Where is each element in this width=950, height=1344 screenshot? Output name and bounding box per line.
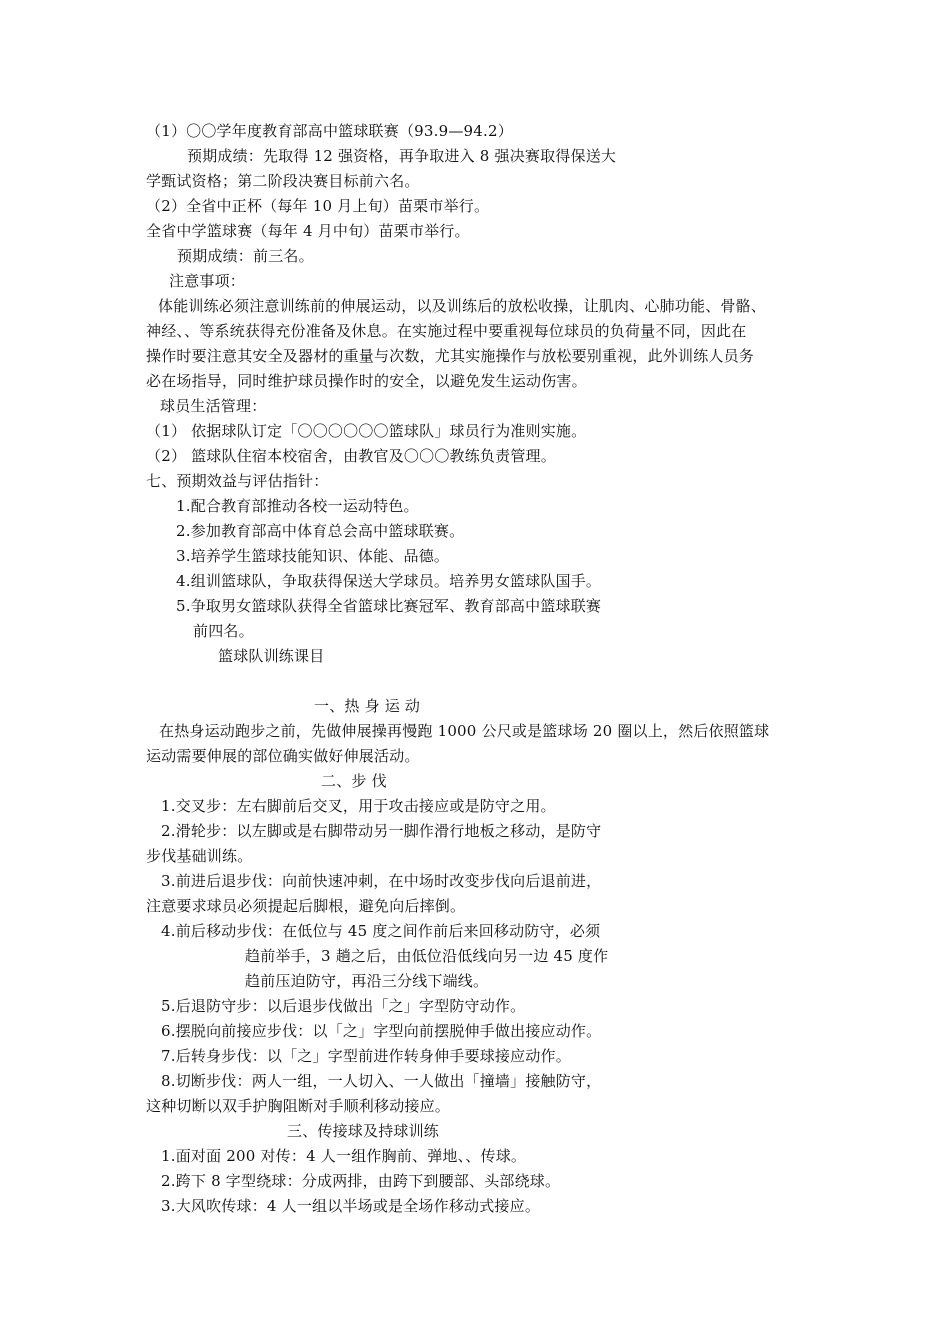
list-item: 5.后退防守步：以后退步伐做出「之」字型防守动作。 <box>161 997 526 1015</box>
list-item: 5.争取男女篮球队获得全省篮球比赛冠军、教育部高中篮球联赛 <box>176 597 602 615</box>
text-line: 预期成绩：前三名。 <box>177 247 314 265</box>
text-line: 预期成绩：先取得 12 强资格，再争取进入 8 强决赛取得保送大 <box>187 147 617 165</box>
list-item: 1.交叉步：左右脚前后交叉，用于攻击接应或是防守之用。 <box>161 797 556 815</box>
text-line: 全省中学篮球赛（每年 4 月中旬）苗栗市举行。 <box>146 222 470 240</box>
list-item: 3.前进后退步伐：向前快速冲刺，在中场时改变步伐向后退前进， <box>161 872 602 890</box>
text-line: （2）全省中正杯（每年 10 月上旬）苗栗市举行。 <box>146 197 490 215</box>
list-item: 1.配合教育部推动各校一运动特色。 <box>176 497 419 515</box>
section-heading: 三、传接球及持球训练 <box>287 1122 440 1140</box>
list-item-continuation: 步伐基础训练。 <box>146 847 253 865</box>
list-item-continuation: 注意要求球员必须提起后脚根，避免向后摔倒。 <box>146 897 466 915</box>
text-line: （1）〇〇学年度教育部高中篮球联赛（93.9—94.2） <box>146 122 513 140</box>
list-item: 2.跨下 8 字型绕球：分成两排，由跨下到腰部、头部绕球。 <box>161 1172 561 1190</box>
section-label: 注意事项： <box>169 272 246 290</box>
list-item: 2.滑轮步：以左脚或是右脚带动另一脚作滑行地板之移动，是防守 <box>161 822 602 840</box>
text-line: 必在场指导，同时维护球员操作时的安全，以避免发生运动伤害。 <box>146 372 587 390</box>
document-subtitle: 篮球队训练课目 <box>218 647 325 665</box>
list-item-continuation: 趋前压迫防守，再沿三分线下端线。 <box>245 972 489 990</box>
text-line: 操作时要注意其安全及器材的重量与次数，尤其实施操作与放松要别重视，此外训练人员务 <box>146 347 755 365</box>
text-line: 神经、、等系统获得充份准备及休息。在实施过程中要重视每位球员的负荷量不同，因此在 <box>146 322 747 340</box>
list-item: （2） 篮球队住宿本校宿舍，由教官及〇〇〇教练负责管理。 <box>146 447 556 465</box>
list-item-continuation: 前四名。 <box>193 622 254 640</box>
text-line: 学甄试资格；第二阶段决赛目标前六名。 <box>146 172 420 190</box>
section-heading: 七、预期效益与评估指针： <box>146 472 329 490</box>
section-heading: 一、热 身 运 动 <box>314 697 421 715</box>
list-item: 3.大风吹传球：4 人一组以半场或是全场作移动式接应。 <box>161 1197 541 1215</box>
list-item: 4.前后移动步伐：在低位与 45 度之间作前后来回移动防守，必须 <box>161 922 601 940</box>
text-line: 在热身运动跑步之前，先做伸展操再慢跑 1000 公尺或是篮球场 20 圈以上，然后依照篮球 <box>159 722 770 740</box>
list-item: 1.面对面 200 对传：4 人一组作胸前、弹地、、传球。 <box>161 1147 527 1165</box>
list-item: （1） 依据球队订定「〇〇〇〇〇〇篮球队」球员行为准则实施。 <box>146 422 587 440</box>
section-label: 球员生活管理： <box>160 397 267 415</box>
text-line: 体能训练必须注意训练前的伸展运动，以及训练后的放松收操，让肌肉、心肺功能、骨骼、 <box>158 297 767 315</box>
list-item: 7.后转身步伐：以「之」字型前进作转身伸手要球接应动作。 <box>161 1047 571 1065</box>
text-line: 运动需要伸展的部位确实做好伸展活动。 <box>146 747 420 765</box>
list-item: 4.组训篮球队，争取获得保送大学球员。培养男女篮球队国手。 <box>176 572 602 590</box>
list-item-continuation: 趋前举手，3 趟之后，由低位沿低线向另一边 45 度作 <box>245 947 609 965</box>
list-item: 2.参加教育部高中体育总会高中篮球联赛。 <box>176 522 465 540</box>
list-item: 8.切断步伐：两人一组，一人切入、一人做出「撞墙」接触防守， <box>161 1072 602 1090</box>
list-item-continuation: 这种切断以双手护胸阻断对手顺利移动接应。 <box>146 1097 451 1115</box>
list-item: 6.摆脱向前接应步伐：以「之」字型向前摆脱伸手做出接应动作。 <box>161 1022 602 1040</box>
list-item: 3.培养学生篮球技能知识、体能、品德。 <box>176 547 450 565</box>
section-heading: 二、步 伐 <box>321 772 387 790</box>
